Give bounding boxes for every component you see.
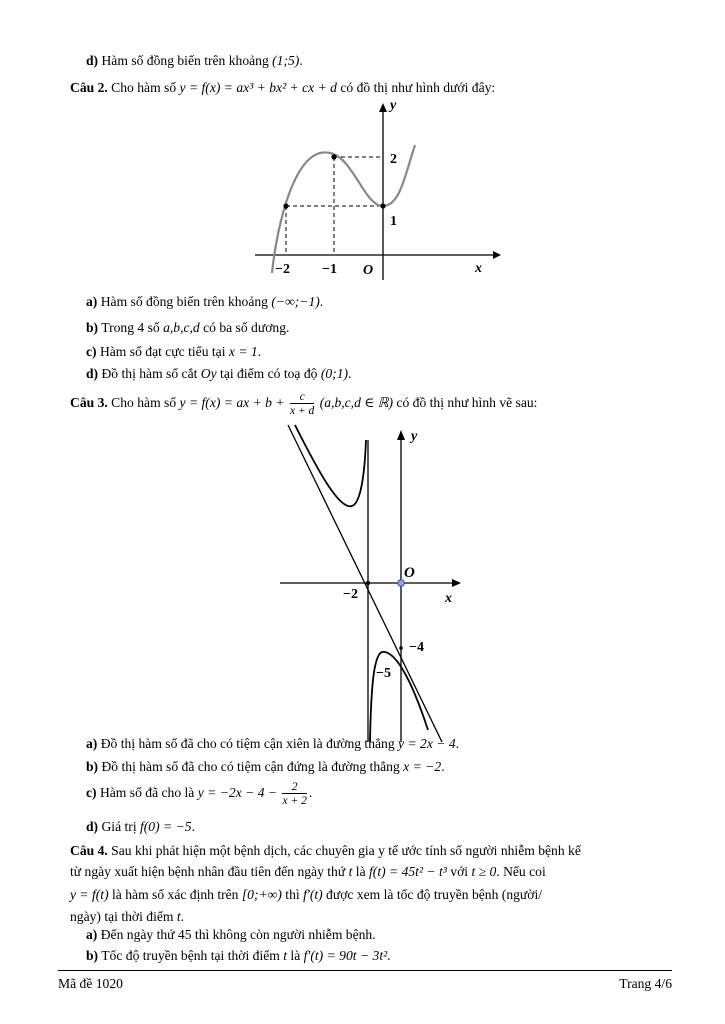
option-end: . <box>319 294 324 309</box>
q3-heading <box>70 390 537 417</box>
option-text: Đồ thị hàm số cắt <box>98 366 201 381</box>
x-axis-arrow-icon <box>493 251 501 259</box>
option-end: . <box>348 366 352 381</box>
option-math: (1;5) <box>272 53 300 68</box>
option-text: Hàm số đồng biến trên khoảng <box>98 53 273 68</box>
q4-heading <box>70 842 581 859</box>
point-min <box>380 203 385 208</box>
question-text: là hàm số xác định trên <box>108 887 242 902</box>
y-axis-arrow-icon <box>397 430 405 440</box>
question-label: Câu 3. <box>70 395 108 410</box>
question-text: là <box>352 864 370 879</box>
q3-option-b <box>86 758 445 775</box>
footer-page: Trang 4/6 <box>619 976 672 991</box>
question-formula: y = f(x) = ax + b + <box>179 395 288 410</box>
option-math: y = −2x − 4 − <box>197 785 281 800</box>
option-text: tại điểm có toạ độ <box>216 366 321 381</box>
q3-option-a <box>86 735 459 752</box>
x-axis-label: x <box>445 591 452 606</box>
point-left <box>283 203 288 208</box>
origin-label: O <box>404 565 415 581</box>
question-math: f(t) = 45t² − t³ <box>369 864 447 879</box>
q3-rational-graph <box>270 420 470 742</box>
footer-code: Mã đề 1020 <box>58 976 123 991</box>
question-text: từ ngày xuất hiện bệnh nhân đầu tiên đến ngày thứ <box>70 864 349 879</box>
q2-heading <box>70 79 495 96</box>
option-text: Đồ thị hàm số đã cho có tiệm cận đứng là đường thẳng <box>98 759 404 774</box>
option-label: b) <box>86 759 99 774</box>
tick-y-m4: −4 <box>409 640 424 655</box>
q2-option-b <box>86 319 289 336</box>
question-label: Câu 2. <box>70 80 108 95</box>
q4-line2 <box>70 863 546 880</box>
question-text: thì <box>281 887 304 902</box>
fraction-numerator: c <box>299 390 305 403</box>
option-label: a) <box>86 294 98 309</box>
x-axis-arrow-icon <box>452 579 461 587</box>
question-math: [0;+∞) <box>241 887 282 902</box>
option-label: b) <box>86 320 99 335</box>
option-text: Hàm số đồng biến trên khoảng <box>97 294 272 309</box>
footer-divider <box>58 970 672 971</box>
option-text: Hàm số đã cho là <box>96 785 198 800</box>
option-math: f′(t) = 90t − 3t² <box>303 948 388 963</box>
question-condition: (a,b,c,d ∈ ℝ) <box>319 395 394 410</box>
tick-x-m1: −1 <box>322 262 337 277</box>
fraction-denominator: x + 2 <box>282 794 307 807</box>
option-math: Oy <box>200 366 217 381</box>
question-text: với <box>446 864 472 879</box>
option-math: (−∞;−1) <box>271 294 320 309</box>
tick-y-1: 1 <box>390 214 397 229</box>
question-text: được xem là tốc độ truyền bệnh (người/ <box>322 887 543 902</box>
option-text: Đến ngày thứ 45 thì không còn người nhiễm bệnh. <box>97 927 376 942</box>
option-end: . <box>299 53 303 68</box>
branch-left <box>295 425 366 506</box>
option-math: x = −2 <box>403 759 442 774</box>
origin-label: O <box>363 263 374 278</box>
option-end: . <box>441 759 445 774</box>
option-label: b) <box>86 948 99 963</box>
question-math: t ≥ 0 <box>471 864 497 879</box>
question-formula: y = f(x) = ax³ + bx² + cx + d <box>179 80 337 95</box>
option-math: f(0) = −5 <box>140 819 192 834</box>
option-end: . <box>387 948 391 963</box>
y-axis-arrow-icon <box>379 103 387 112</box>
q4-option-b <box>86 947 391 964</box>
option-label: a) <box>86 927 98 942</box>
option-text: Đồ thị hàm số đã cho có tiệm cận xiên là đường thẳng <box>97 736 399 751</box>
question-intro: Cho hàm số <box>107 395 180 410</box>
y-axis-label: y <box>390 98 397 113</box>
point-y-intercept <box>399 646 403 650</box>
option-end: . <box>308 785 313 800</box>
question-intro-end: có đồ thị như hình dưới đây: <box>336 80 496 95</box>
question-math: f′(t) <box>303 887 323 902</box>
option-text: là <box>287 948 304 963</box>
option-text: Tốc độ truyền bệnh tại thời điểm <box>98 948 284 963</box>
question-text: Sau khi phát hiện một bệnh dịch, các chuyên gia y tế ước tính số người nhiễm bệnh kể <box>107 843 581 858</box>
option-text: Giá trị <box>98 819 140 834</box>
question-math: t <box>348 864 353 879</box>
question-math: y = f(t) <box>70 887 109 902</box>
option-label: d) <box>86 53 99 68</box>
option-label: d) <box>86 819 99 834</box>
option-math: x = 1 <box>228 344 258 359</box>
formula-fraction <box>290 391 314 417</box>
question-text: ngày) tại thời điểm <box>70 909 177 924</box>
option-label: a) <box>86 736 98 751</box>
tick-y-m5: −5 <box>376 666 391 681</box>
option-end: . <box>257 344 262 359</box>
question-text: . <box>180 909 185 924</box>
q4-line3 <box>70 886 542 903</box>
option-math: t <box>283 948 288 963</box>
option-end: . <box>191 819 195 834</box>
point-m2 <box>366 581 370 585</box>
q3-option-d <box>86 818 195 835</box>
question-text: . Nếu coi <box>496 864 546 879</box>
fraction-numerator: 2 <box>291 780 298 793</box>
option-math: (0;1) <box>320 366 349 381</box>
q2-option-a <box>86 293 323 310</box>
q2-option-d <box>86 365 351 382</box>
q3-option-c <box>86 779 312 807</box>
option-text: Trong 4 số <box>98 320 164 335</box>
option-fraction <box>282 781 306 807</box>
question-label: Câu 4. <box>70 843 108 858</box>
option-label: c) <box>86 344 97 359</box>
option-end: . <box>455 736 460 751</box>
tick-x-m2: −2 <box>275 262 290 277</box>
q1-option-d <box>86 52 303 69</box>
option-math: y = 2x − 4 <box>398 736 456 751</box>
option-label: c) <box>86 785 97 800</box>
option-label: d) <box>86 366 99 381</box>
fraction-denominator: x + d <box>289 404 315 417</box>
question-intro: Cho hàm số <box>107 80 180 95</box>
y-axis-label: y <box>411 429 418 444</box>
q4-line4 <box>70 908 184 925</box>
tick-x-m2: −2 <box>343 587 358 602</box>
q2-option-c <box>86 343 261 360</box>
point-max <box>331 154 336 159</box>
tick-y-2: 2 <box>390 152 397 167</box>
option-end: có ba số dương. <box>199 320 290 335</box>
option-math: a,b,c,d <box>163 320 200 335</box>
question-intro-end: có đồ thị như hình vẽ sau: <box>393 395 538 410</box>
option-text: Hàm số đạt cực tiểu tại <box>96 344 229 359</box>
q2-cubic-graph <box>255 95 505 285</box>
x-axis-label: x <box>475 261 482 276</box>
q4-option-a <box>86 926 376 943</box>
question-math: t <box>176 909 181 924</box>
